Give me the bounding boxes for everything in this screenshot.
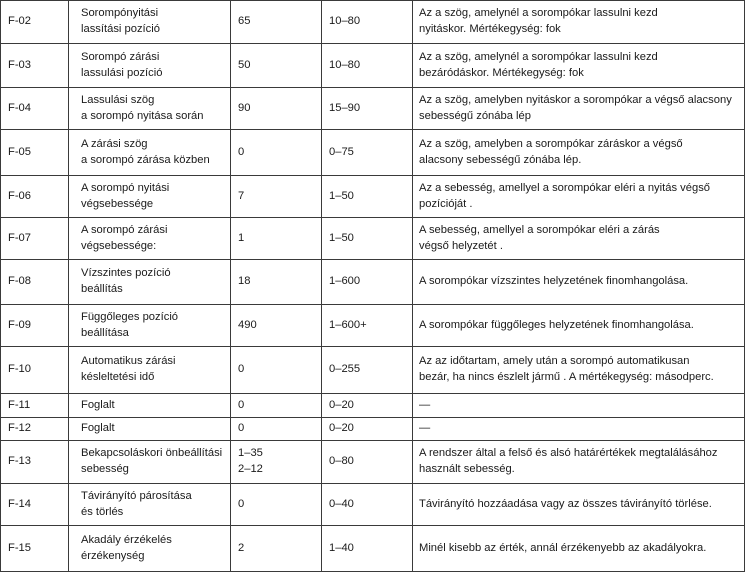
default-value-cell-line: 490 — [238, 318, 257, 331]
description-cell — [413, 130, 745, 176]
parameter-name-cell-line: Vízszintes pozíció — [81, 267, 171, 280]
description-cell-line: — — [419, 422, 431, 435]
parameter-name-cell-line: lassítási pozíció — [81, 23, 160, 35]
default-value-cell — [231, 88, 322, 130]
description-cell — [413, 526, 745, 572]
description-cell-line: Minél kisebb az érték, annál érzékenyebb az akadályokra. — [419, 541, 707, 554]
parameter-name-cell-line: késleltetési idő — [81, 371, 155, 383]
default-value-cell-line: 65 — [238, 15, 251, 28]
description-cell — [413, 176, 745, 218]
default-value-cell-line: 18 — [238, 275, 251, 288]
default-value-cell-line: 90 — [238, 101, 251, 114]
default-value-cell-line: 0 — [238, 363, 245, 376]
table-row — [1, 44, 745, 88]
parameter-name-cell — [69, 176, 231, 218]
description-cell-line: Távirányító hozzáadása vagy az összes távirányító törlése. — [419, 497, 712, 510]
default-value-cell — [231, 44, 322, 88]
description-cell-line: A rendszer által a felső és alsó határértékek megtalálásához — [419, 447, 718, 460]
default-value-cell-line: 0 — [238, 145, 245, 158]
parameter-code-cell: F-09 — [1, 305, 69, 347]
parameter-name-cell-line: Automatikus zárási — [81, 355, 176, 368]
range-cell: 0–255 — [322, 347, 413, 394]
parameter-name-cell — [69, 394, 231, 418]
parameter-name-cell-line: A sorompó nyitási — [81, 181, 170, 194]
default-value-cell — [231, 218, 322, 260]
description-cell-line: Az a sebesség, amellyel a sorompókar eléri a nyitás végső — [419, 181, 711, 194]
parameter-name-cell-line: Sorompó zárási — [81, 50, 160, 63]
parameter-code-cell: F-14 — [1, 484, 69, 526]
range-cell: 0–20 — [322, 394, 413, 418]
table-row — [1, 484, 745, 526]
description-cell-line: — — [419, 398, 431, 411]
parameter-name-cell — [69, 88, 231, 130]
default-value-cell — [231, 394, 322, 418]
range-cell: 1–600+ — [322, 305, 413, 347]
description-cell-line: Az a szög, amelyben a sorompókar záráskor a végső — [419, 137, 683, 150]
parameter-code-cell: F-08 — [1, 260, 69, 305]
parameter-code-cell: F-07 — [1, 218, 69, 260]
description-cell — [413, 218, 745, 260]
default-value-cell — [231, 260, 322, 305]
description-cell — [413, 394, 745, 418]
parameter-name-cell-line: a sorompó zárása közben — [81, 153, 210, 166]
parameter-name-cell — [69, 526, 231, 572]
description-cell-line: bezár, ha nincs észlelt jármű . A mértékegység: másodperc. — [419, 371, 714, 383]
range-cell: 10–80 — [322, 1, 413, 44]
range-cell: 0–40 — [322, 484, 413, 526]
parameter-name-cell-line: a sorompó nyitása során — [81, 109, 204, 122]
parameter-name-cell-line: végsebessége — [81, 197, 154, 210]
description-cell-line: Az a szög, amelynél a sorompókar lassulni kezd — [419, 50, 658, 63]
parameter-name-cell-line: végsebessége: — [81, 239, 157, 252]
description-cell — [413, 1, 745, 44]
table-row — [1, 218, 745, 260]
parameter-code-cell: F-04 — [1, 88, 69, 130]
parameter-name-cell-line: A sorompó zárási — [81, 223, 168, 236]
description-cell-line: végső helyzetét . — [419, 239, 503, 252]
parameter-name-cell-line: Távirányító párosítása — [81, 489, 192, 502]
parameter-code-cell: F-15 — [1, 526, 69, 572]
description-cell-line: alacsony sebességű zónába lép. — [419, 153, 582, 166]
parameter-name-cell — [69, 418, 231, 441]
parameter-name-cell-line: Lassulási szög — [81, 93, 155, 106]
description-cell — [413, 44, 745, 88]
default-value-cell-line: 1 — [238, 231, 245, 244]
range-cell: 0–75 — [322, 130, 413, 176]
default-value-cell — [231, 1, 322, 44]
description-cell — [413, 260, 745, 305]
parameter-name-cell — [69, 218, 231, 260]
parameter-table-body — [1, 1, 745, 572]
default-value-cell-line: 0 — [238, 398, 245, 411]
default-value-cell-line: 1–35 — [238, 447, 263, 460]
range-cell: 15–90 — [322, 88, 413, 130]
default-value-cell — [231, 418, 322, 441]
parameter-code-cell: F-03 — [1, 44, 69, 88]
table-row — [1, 418, 745, 441]
default-value-cell — [231, 347, 322, 394]
parameter-name-cell-line: és törlés — [81, 505, 124, 518]
range-cell: 1–50 — [322, 218, 413, 260]
table-row — [1, 176, 745, 218]
parameter-name-cell — [69, 44, 231, 88]
parameter-code-cell: F-05 — [1, 130, 69, 176]
range-cell: 1–40 — [322, 526, 413, 572]
table-row — [1, 347, 745, 394]
range-cell: 0–20 — [322, 418, 413, 441]
table-row — [1, 1, 745, 44]
parameter-name-cell-line: érzékenység — [81, 549, 145, 562]
default-value-cell-line: 0 — [238, 422, 245, 435]
parameter-name-cell — [69, 130, 231, 176]
default-value-cell-line: 2 — [238, 541, 245, 554]
default-value-cell — [231, 130, 322, 176]
description-cell-line: sebességű zónába lép — [419, 109, 531, 122]
description-cell-line: A sebesség, amellyel a sorompókar eléri a zárás — [419, 223, 660, 236]
parameter-name-cell — [69, 1, 231, 44]
default-value-cell — [231, 526, 322, 572]
range-cell: 0–80 — [322, 441, 413, 484]
parameter-name-cell-line: Foglalt — [81, 422, 115, 435]
parameter-name-cell — [69, 441, 231, 484]
description-cell — [413, 441, 745, 484]
table-row — [1, 526, 745, 572]
parameter-name-cell-line: sebesség — [81, 463, 129, 475]
default-value-cell-line: 50 — [238, 58, 251, 71]
description-cell-line: használt sebesség. — [419, 463, 515, 475]
default-value-cell — [231, 484, 322, 526]
default-value-cell — [231, 305, 322, 347]
description-cell-line: Az a szög, amelynél a sorompókar lassulni kezd — [419, 7, 658, 20]
parameter-code-cell: F-11 — [1, 394, 69, 418]
parameter-name-cell — [69, 260, 231, 305]
default-value-cell — [231, 441, 322, 484]
description-cell — [413, 88, 745, 130]
description-cell — [413, 305, 745, 347]
parameter-code-cell: F-10 — [1, 347, 69, 394]
default-value-cell-line: 0 — [238, 497, 245, 510]
description-cell-line: nyitáskor. Mértékegység: fok — [419, 23, 561, 35]
table-row — [1, 305, 745, 347]
parameter-name-cell-line: Akadály érzékelés — [81, 533, 172, 546]
description-cell — [413, 347, 745, 394]
description-cell-line: Az az időtartam, amely után a sorompó automatikusan — [419, 355, 690, 368]
parameter-code-cell: F-13 — [1, 441, 69, 484]
range-cell: 1–600 — [322, 260, 413, 305]
default-value-cell-line: 7 — [238, 189, 245, 202]
table-row — [1, 130, 745, 176]
parameter-code-cell: F-06 — [1, 176, 69, 218]
parameter-name-cell-line: lassulási pozíció — [81, 66, 163, 79]
parameter-name-cell — [69, 347, 231, 394]
parameter-name-cell — [69, 305, 231, 347]
parameter-name-cell-line: beállítás — [81, 283, 123, 295]
description-cell — [413, 418, 745, 441]
parameter-name-cell-line: Foglalt — [81, 398, 115, 411]
range-cell: 1–50 — [322, 176, 413, 218]
table-row — [1, 441, 745, 484]
table-row — [1, 88, 745, 130]
description-cell — [413, 484, 745, 526]
parameter-code-cell: F-02 — [1, 1, 69, 44]
description-cell-line: bezáródáskor. Mértékegység: fok — [419, 66, 584, 79]
parameter-name-cell-line: Függőleges pozíció — [81, 310, 179, 323]
parameter-name-cell-line: Bekapcsoláskori önbeállítási — [81, 447, 223, 460]
description-cell-line: A sorompókar vízszintes helyzetének finomhangolása. — [419, 275, 689, 288]
parameter-name-cell-line: beállítása — [81, 326, 129, 339]
parameter-code-cell: F-12 — [1, 418, 69, 441]
table-row — [1, 260, 745, 305]
description-cell-line: A sorompókar függőleges helyzetének finomhangolása. — [419, 318, 694, 331]
parameter-name-cell-line: Sorompónyitási — [81, 7, 159, 20]
parameter-name-cell-line: A zárási szög — [81, 137, 148, 150]
description-cell-line: Az a szög, amelyben nyitáskor a sorompókar a végső alacsony — [419, 93, 732, 106]
range-cell: 10–80 — [322, 44, 413, 88]
default-value-cell — [231, 176, 322, 218]
table-row — [1, 394, 745, 418]
default-value-cell-line: 2–12 — [238, 463, 263, 475]
description-cell-line: pozícióját . — [419, 197, 473, 210]
parameter-name-cell — [69, 484, 231, 526]
